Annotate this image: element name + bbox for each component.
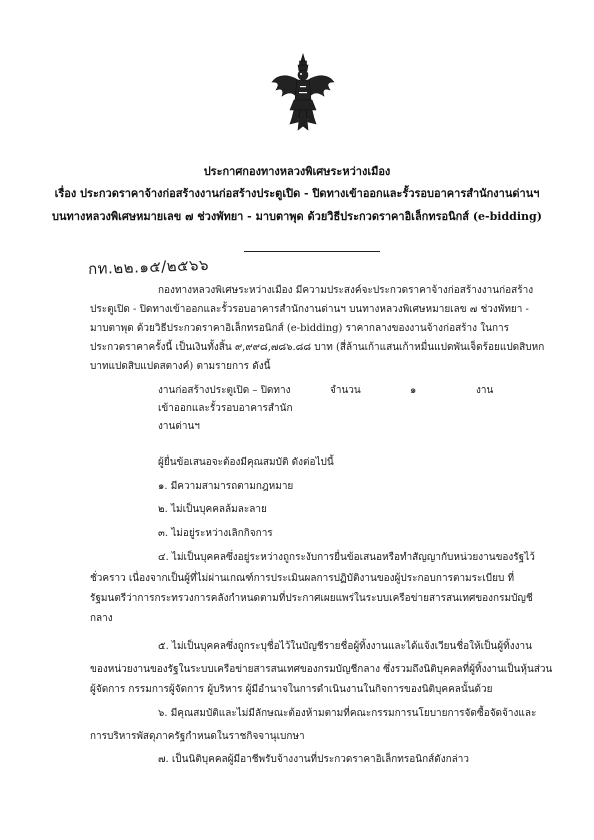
intro-line-2: ประตูเปิด - ปิดทางเข้าออกและรั้วรอบอาคารสำนักงานด่านฯ บนทางหลวงพิเศษหมายเลข ๗ ช่วงพัทยา - — [90, 304, 529, 315]
qualification-6-line-2: การบริหารพัสดุภาครัฐกำหนดในราชกิจจานุเบกษา — [90, 731, 305, 742]
qualification-5-line-1: ๕. ไม่เป็นบุคคลซึ่งถูกระบุชื่อไว้ในบัญชีรายชื่อผู้ทิ้งงานและได้แจ้งเวียนชื่อให้เป็นผู้ทิ้งงาน — [158, 641, 532, 652]
qualification-4-line-1: ๔. ไม่เป็นบุคคลซึ่งอยู่ระหว่างถูกระงับการยื่นข้อเสนอหรือทำสัญญากับหน่วยงานของรัฐไว้ — [158, 552, 535, 563]
item-unit: งาน — [476, 385, 494, 396]
subject-line-1: เรื่อง ประกวดราคาจ้างก่อสร้างงานก่อสร้างประตูเปิด - ปิดทางเข้าออกและรั้วรอบอาคารสำนักงานด่านฯ — [54, 187, 540, 200]
qualification-4-line-3: รัฐมนตรีว่าการกระทรวงการคลังกำหนดตามที่ประกาศเผยแพร่ในระบบเครือข่ายสารสนเทศของกรมบัญชี — [90, 593, 533, 604]
subject-line-2: บนทางหลวงพิเศษหมายเลข ๗ ช่วงพัทยา - มาบตาพุด ด้วยวิธีประกวดราคาอิเล็กทรอนิกส์ (e-bidding) — [52, 210, 542, 223]
qualification-7: ๗. เป็นนิติบุคคลผู้มีอาชีพรับจ้างงานที่ประกวดราคาอิเล็กทรอนิกส์ดังกล่าว — [158, 754, 470, 765]
intro-line-4: ประกวดราคาครั้งนี้ เป็นเงินทั้งสิ้น ๙,๙๙๘,๗๘๖.๘๘ บาท (สี่ล้านเก้าแสนเก้าหมื่นแปดพันเจ็ดร้อยแปดสิบหก — [90, 342, 545, 353]
title-divider — [244, 251, 380, 252]
qualifications-heading: ผู้ยื่นข้อเสนอจะต้องมีคุณสมบัติ ดังต่อไปนี้ — [158, 457, 334, 468]
intro-line-1: กองทางหลวงพิเศษระหว่างเมือง มีความประสงค์จะประกวดราคาจ้างก่อสร้างงานก่อสร้าง — [158, 285, 534, 296]
item-name-line-3: งานด่านฯ — [158, 421, 200, 432]
item-qty: ๑ — [410, 385, 417, 396]
qualification-5-line-2: ของหน่วยงานของรัฐในระบบเครือข่ายสารสนเทศของกรมบัญชีกลาง ซึ่งรวมถึงนิติบุคคลที่ผู้ทิ้งงานเป็นหุ้นส่วน — [90, 664, 553, 675]
qualification-1: ๑. มีความสามารถตามกฎหมาย — [158, 481, 294, 492]
qualification-2: ๒. ไม่เป็นบุคคลล้มละลาย — [158, 504, 267, 515]
intro-line-5: บาทแปดสิบแปดสตางค์) ตามรายการ ดังนี้ — [90, 361, 271, 372]
item-qty-label: จำนวน — [330, 385, 361, 396]
qualification-5-line-3: ผู้จัดการ กรรมการผู้จัดการ ผู้บริหาร ผู้มีอำนาจในการดำเนินงานในกิจการของนิติบุคคลนั้นด้วย — [90, 684, 493, 695]
item-name-line-2: เข้าออกและรั้วรอบอาคารสำนัก — [158, 403, 293, 414]
announcement-title: ประกาศกองทางหลวงพิเศษระหว่างเมือง — [203, 165, 391, 178]
garuda-emblem-icon — [270, 52, 336, 134]
intro-line-3: มาบตาพุด ด้วยวิธีประกวดราคาอิเล็กทรอนิกส์ (e-bidding) ราคากลางของงานจ้างก่อสร้าง ในการ — [90, 323, 509, 334]
qualification-6-line-1: ๖. มีคุณสมบัติและไม่มีลักษณะต้องห้ามตามที่คณะกรรมการนโยบายการจัดซื้อจัดจ้างและ — [158, 708, 537, 719]
handwritten-reference: กท.๒๒.๑๕/๒๕๖๖ — [87, 255, 210, 279]
qualification-3: ๓. ไม่อยู่ระหว่างเลิกกิจการ — [158, 528, 273, 539]
qualification-4-line-2: ชั่วคราว เนื่องจากเป็นผู้ที่ไม่ผ่านเกณฑ์การประเมินผลการปฏิบัติงานของผู้ประกอบการตามระเบียบ ที่ — [90, 573, 515, 584]
qualification-4-line-4: กลาง — [90, 613, 113, 624]
item-name-line-1: งานก่อสร้างประตูเปิด – ปิดทาง — [158, 385, 291, 396]
